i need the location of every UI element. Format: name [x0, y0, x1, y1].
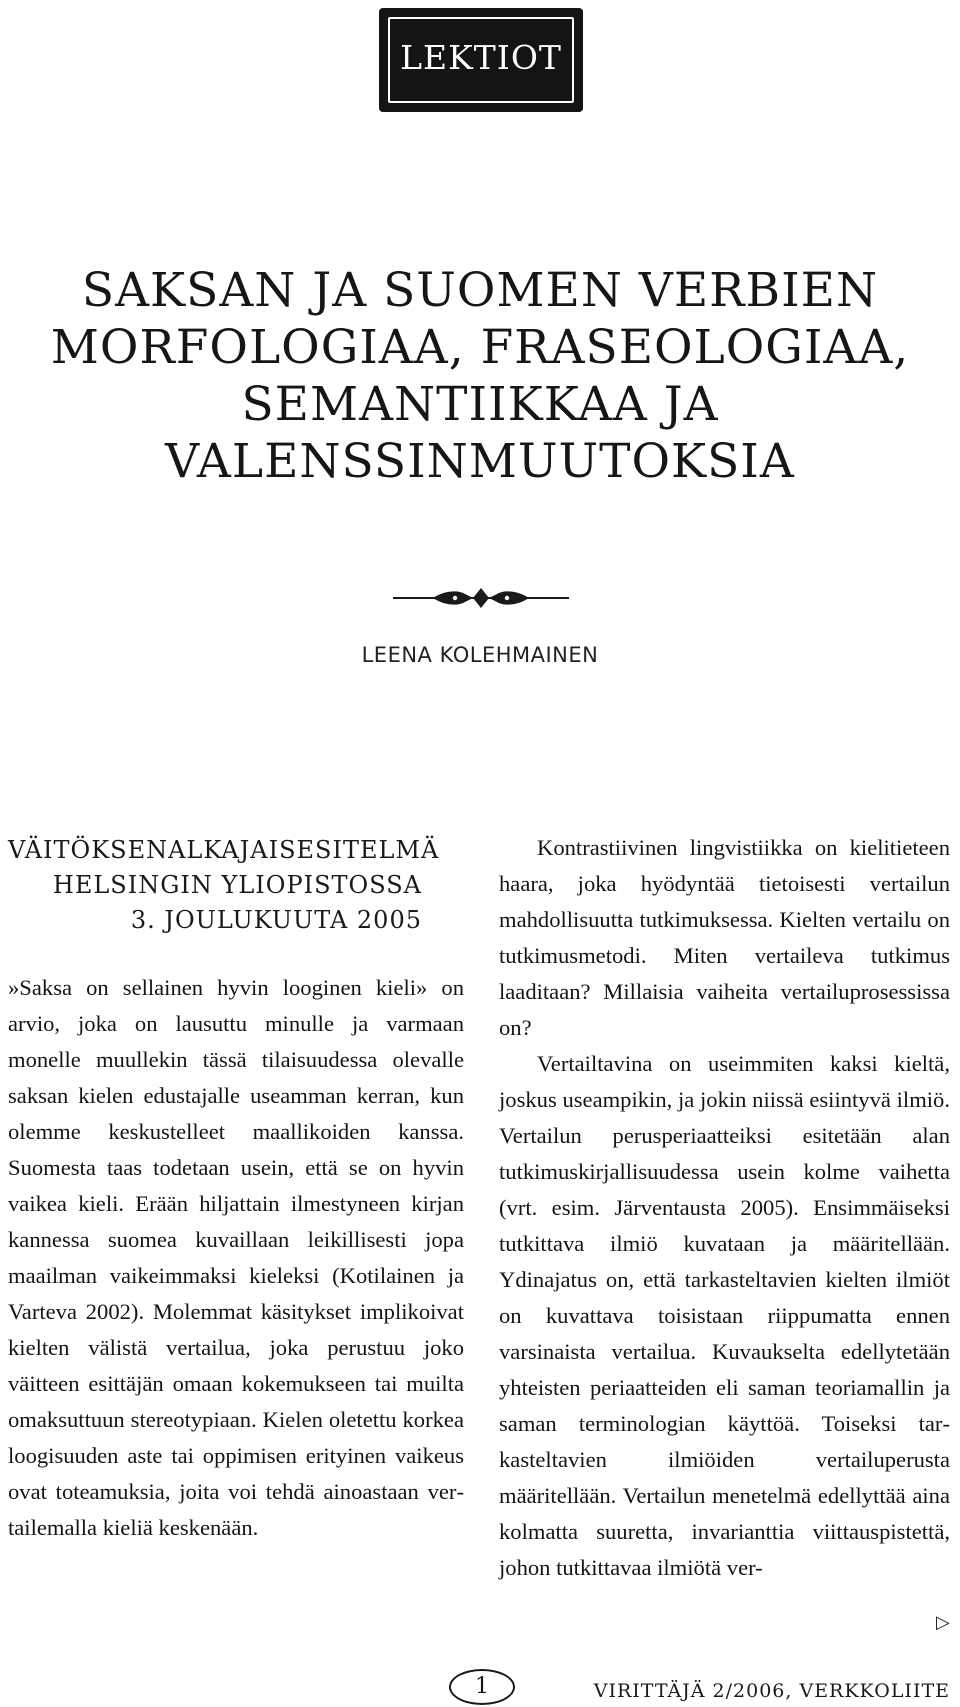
- left-column: [8, 970, 464, 1546]
- right-column: [499, 830, 950, 1586]
- journal-footer: VIRITTÄJÄ 2/2006, VERKKOLIITE: [593, 1680, 950, 1702]
- section-badge: [379, 8, 583, 112]
- title-line: MORFOLOGIAA, FRASEOLOGIAA,: [50, 320, 910, 375]
- title-line: VALENSSINMUUTOKSIA: [165, 434, 795, 489]
- title-line: SEMANTIIKKAA JA: [241, 377, 719, 432]
- title-line: SAKSAN JA SUOMEN VERBIEN: [81, 263, 879, 318]
- body-paragraph: »Saksa on sellainen hyvin looginen kieli» on arvio, joka on lausuttu minulle ja varmaan monelle muullekin tässä tilaisuudessa olevalle saksan kielen edustajalle useamman kerran, kun olemme keskustelleet maallikoiden kanssa. Suomesta taas todetaan usein, että se on hyvin vaikea kieli. Erään hiljattain ilmestyneen kirjan kannessa suomea kuvaillaan leikillisesti jopa maailman vaikeimmaksi kieleksi (Kotilainen ja Varteva 2002). Molemmat käsitykset implikoivat kielten välistä vertailua, joka perustuu joko väitteen esittäjän omaan kokemukseen tai muilta omaksuttuun stereotypiaan. Kielen oletettu korkea loogisuuden aste tai oppimisen erityinen vaikeus ovat toteamuksia, joita voi tehdä ainoastaan vertailemalla kieliä keskenään.: [8, 975, 464, 1540]
- section-label: LEKTIOT: [400, 38, 562, 77]
- continue-arrow-icon: ▷: [936, 1612, 950, 1633]
- body-paragraph: Vertailtavina on useimmiten kaksi kieltä, joskus useampikin, ja jokin niissä esiintyvä ilmiö. Vertailun perusperiaatteiksi esitetään alan tutkimuskirjallisuudessa usein kolme vaihetta (vrt. esim. Järventausta 2005). Ensimmäiseksi tutkittava ilmiö kuvataan ja määritellään. Ydinajatus on, että tarkasteltavien kielten ilmiöt on kuvattava toisistaan riippumatta ennen varsinaista vertailua. Kuvaukselta edellytetään yhteisten periaatteiden eli saman teoriamallin ja saman terminologian käyttöä. Toiseksi tarkasteltavien ilmiöiden vertailuperusta määritellään. Vertailun menetelmä edellyttää aina kolmatta suuretta, invarianttia viittauspistettä, johon tutkittavaa ilmiötä ver-: [499, 1051, 950, 1580]
- subtitle-line: VÄITÖKSENALKAJAISESITELMÄ: [8, 836, 440, 864]
- article-title: [0, 262, 960, 490]
- subtitle-line: 3. JOULUKUUTA 2005: [130, 906, 422, 934]
- ornament-divider-icon: [393, 584, 569, 612]
- lecture-subtitle: [8, 833, 440, 938]
- subtitle-line: HELSINGIN YLIOPISTOSSA: [52, 871, 422, 899]
- body-paragraph: Kontrastiivinen lingvistiikka on kielitieteen haara, joka hyödyntää tietoisesti vertailun mahdollisuutta tutkimuksessa. Kielten vertailu on tutkimusmetodi. Miten vertaileva tutkimus laaditaan? Millaisia vaiheita vertailuprosessissa on?: [499, 835, 950, 1040]
- page-number: 1: [449, 1669, 515, 1705]
- author-name: LEENA KOLEHMAINEN: [361, 643, 599, 667]
